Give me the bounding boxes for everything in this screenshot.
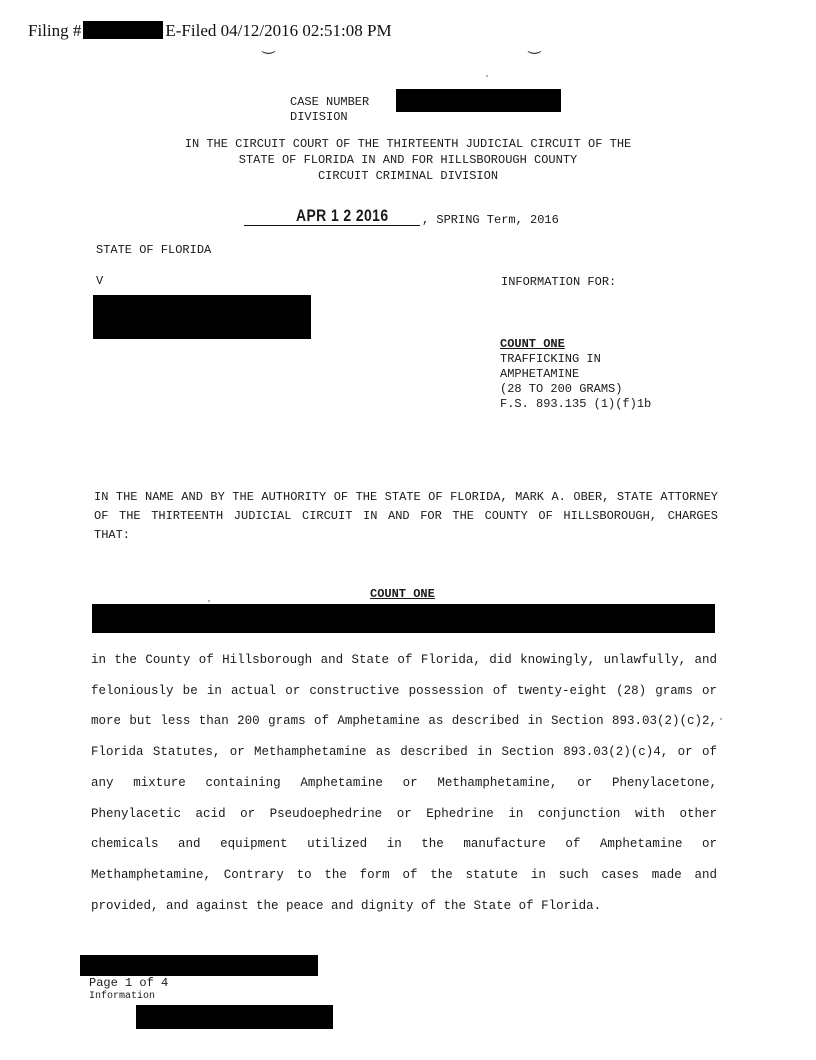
filing-prefix: Filing # [28, 21, 82, 40]
count-body [91, 645, 717, 921]
court-line-2: STATE OF FLORIDA IN AND FOR HILLSBOROUGH COUNTY [238, 153, 578, 167]
document-type: Information [89, 991, 156, 1002]
redaction-defendant-name [93, 295, 311, 339]
count-heading: COUNT ONE [370, 587, 435, 601]
page-number: Page 1 of 4 [89, 976, 169, 990]
scan-mark: ⏝ [528, 38, 542, 54]
redaction-footer-top [80, 955, 318, 976]
redaction-defendant-line [92, 604, 715, 633]
scan-mark: ⏝ [262, 38, 276, 54]
preamble: IN THE NAME AND BY THE AUTHORITY OF THE STATE OF FLORIDA, MARK A. OBER, STATE ATTORNEY OF THE THIRTEENTH JUDICIAL CIRCUIT IN AND FOR THE COUNTY OF HILLSBOROUGH, CHARGES THAT: [94, 490, 718, 542]
redaction-filing-number [83, 21, 163, 39]
plaintiff: STATE OF FLORIDA [96, 243, 212, 257]
count-body-text: in the County of Hillsborough and State of Florida, did knowingly, unlawfully, and feloniously be in actual or constructive possession of twenty-eight (28) grams or more but less than 200 grams of Amphetamine as described in Section 893.03(2)(c)2, Florida Statutes, or Methamphetamine as described in Section 893.03(2)(c)4, or of any mixture containing Amphetamine or Methamphetamine, or Phenylacetone, Phenylacetic acid or Pseudoephedrine or Ephedrine in conjunction with other chemicals and equipment utilized in the manufacture of Amphetamine or Methamphetamine, Contrary to the form of the statute in such cases made and provided, and against the peace and dignity of the State of Florida. [91, 653, 717, 913]
date-blank [244, 205, 420, 226]
charge-line: AMPHETAMINE [500, 367, 580, 381]
case-number-label: CASE NUMBER [290, 95, 370, 109]
scan-speck [208, 600, 210, 602]
court-caption [100, 136, 716, 184]
scan-speck [720, 718, 722, 720]
case-labels [290, 95, 369, 125]
date-stamp: APR 1 2 2016 [296, 206, 389, 225]
charge-summary [500, 337, 651, 412]
charge-line: (28 TO 200 GRAMS) [500, 382, 623, 396]
information-for-label: INFORMATION FOR: [501, 275, 617, 289]
efiled-timestamp: E-Filed 04/12/2016 02:51:08 PM [165, 21, 392, 40]
filing-header [28, 21, 392, 41]
redaction-footer-bottom [136, 1005, 333, 1029]
charge-heading: COUNT ONE [500, 337, 565, 351]
footer [89, 976, 168, 1004]
charge-statute: F.S. 893.135 (1)(f)1b [500, 397, 652, 411]
scan-speck [486, 75, 488, 77]
division-label: DIVISION [290, 110, 348, 124]
versus: V [96, 274, 104, 288]
court-line-3: CIRCUIT CRIMINAL DIVISION [317, 169, 499, 183]
redaction-case-number [396, 89, 561, 112]
charge-line: TRAFFICKING IN [500, 352, 601, 366]
court-line-1: IN THE CIRCUIT COURT OF THE THIRTEENTH JUDICIAL CIRCUIT OF THE [184, 137, 632, 151]
term-text: , SPRING Term, 2016 [422, 213, 559, 227]
